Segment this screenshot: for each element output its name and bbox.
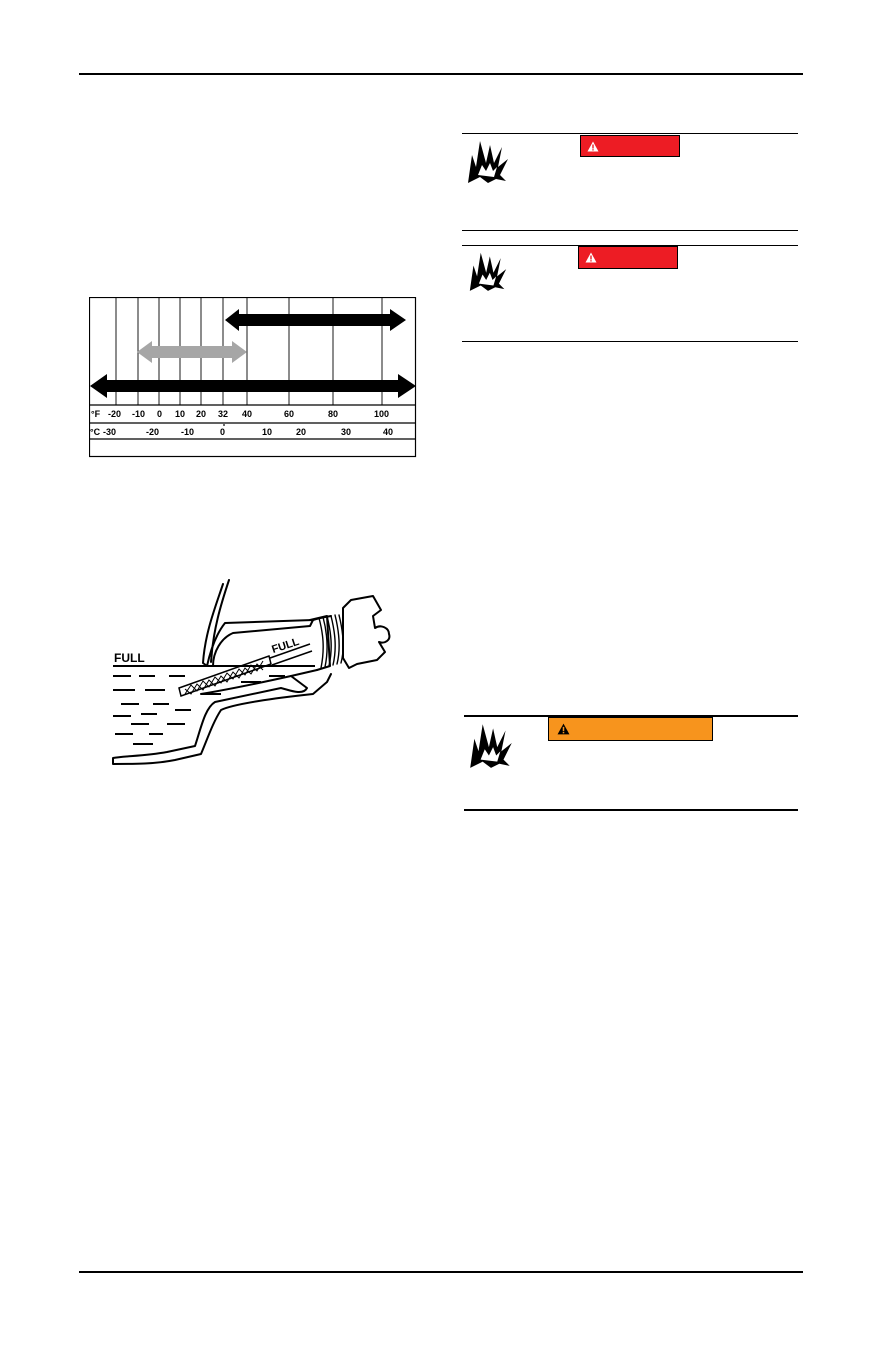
celsius-tick: 20: [296, 427, 307, 437]
fahrenheit-tick: 40: [242, 409, 253, 419]
celsius-tick: 30: [341, 427, 352, 437]
celsius-tick: -10: [181, 427, 195, 437]
danger-1-bottom-rule: [462, 230, 798, 231]
danger-2-bottom-rule: [462, 341, 798, 342]
fahrenheit-tick: 60: [284, 409, 295, 419]
danger-signal-word-panel: [578, 246, 678, 269]
oil-dipstick-diagram: [105, 578, 405, 768]
warning-triangle-icon: [557, 723, 570, 735]
celsius-tick: 40: [383, 427, 394, 437]
danger-message-2: [462, 245, 798, 342]
fill-neck-outline: [203, 584, 313, 666]
dipstick-graphic: [105, 578, 405, 768]
celsius-tick: -20: [146, 427, 160, 437]
footer-rule: [79, 1271, 803, 1273]
explosion-icon: [468, 718, 514, 770]
fahrenheit-tick: 80: [328, 409, 339, 419]
warning-signal-word-panel: [548, 717, 713, 741]
warning-triangle-icon: [585, 252, 597, 263]
warning-message: [464, 715, 798, 812]
temperature-chart-graphic: [89, 297, 417, 458]
celsius-unit-label: °C: [90, 427, 101, 437]
warning-bottom-rule: [464, 809, 798, 811]
fahrenheit-tick: 100: [374, 409, 390, 419]
celsius-tick: 10: [262, 427, 273, 437]
temperature-range-chart: [89, 297, 417, 458]
dipstick-full-mark: FULL: [270, 635, 301, 656]
explosion-icon: [466, 135, 510, 185]
danger-message-1: [462, 133, 798, 231]
fahrenheit-tick: -20: [108, 409, 122, 419]
fahrenheit-unit-label: °F: [91, 409, 101, 419]
explosion-icon: [468, 247, 508, 293]
danger-1-top-rule: [462, 133, 798, 134]
celsius-tick: -30: [103, 427, 117, 437]
danger-signal-word-panel: [580, 135, 680, 157]
fahrenheit-tick: 32: [218, 409, 229, 419]
celsius-tick: 0: [220, 427, 226, 437]
header-rule: [79, 73, 803, 75]
fahrenheit-tick: -10: [132, 409, 146, 419]
fahrenheit-tick: 10: [175, 409, 186, 419]
fahrenheit-tick: 0: [157, 409, 163, 419]
fahrenheit-tick: 20: [196, 409, 207, 419]
warning-triangle-icon: [587, 141, 599, 152]
dipstick-cap-outline: [343, 596, 389, 668]
full-level-label: FULL: [114, 651, 145, 665]
